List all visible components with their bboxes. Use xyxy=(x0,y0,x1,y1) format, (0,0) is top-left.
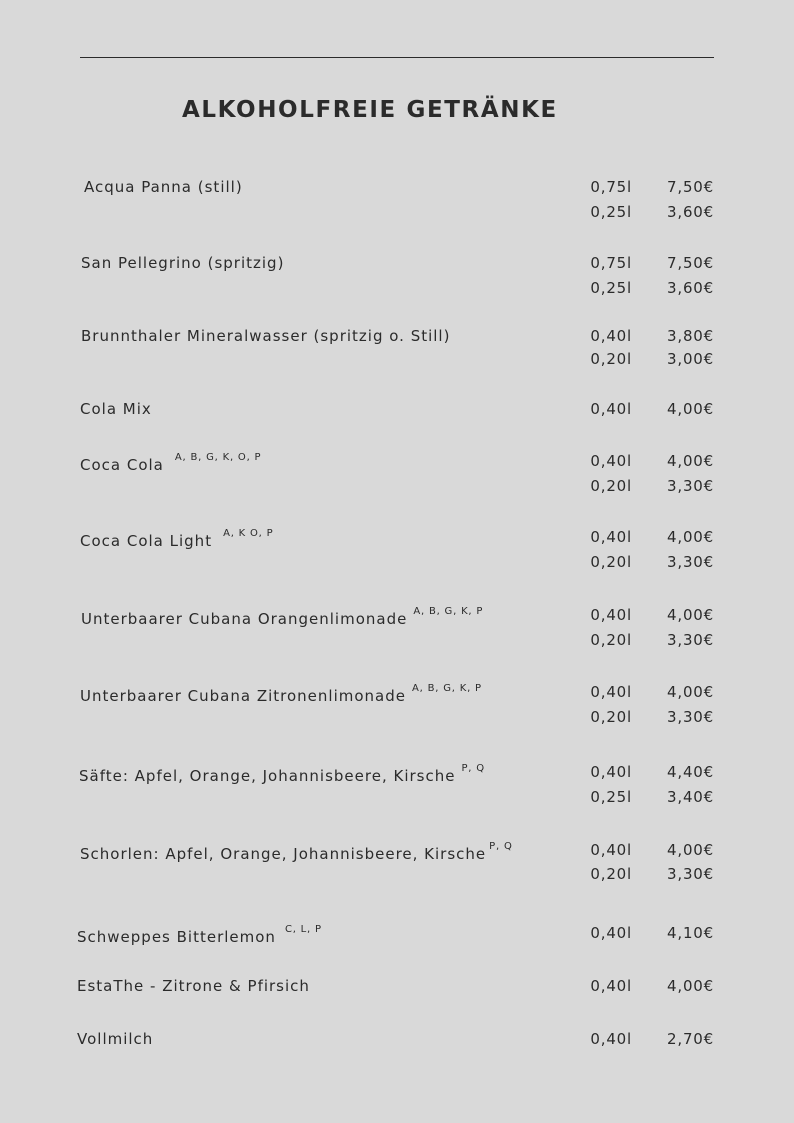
allergen-codes: A, B, G, K, P xyxy=(411,683,482,694)
item-name-text: Schorlen: Apfel, Orange, Johannisbeere, Kirsche xyxy=(80,845,487,863)
item-volume: 0,75l xyxy=(590,178,632,196)
allergen-codes: P, Q xyxy=(461,763,485,774)
item-price: 4,00€ xyxy=(667,606,714,624)
item-volume: 0,20l xyxy=(590,865,632,883)
item-price: 3,30€ xyxy=(667,865,714,883)
item-name xyxy=(81,606,483,628)
item-name: San Pellegrino (spritzig) xyxy=(81,254,285,272)
item-volume: 0,40l xyxy=(590,977,632,995)
item-name xyxy=(80,683,482,705)
item-price: 4,00€ xyxy=(667,977,714,995)
menu-item-cubana-lemon xyxy=(0,683,794,743)
item-volume: 0,40l xyxy=(590,606,632,624)
item-volume: 0,40l xyxy=(590,452,632,470)
menu-item-estathe xyxy=(0,977,794,1037)
item-name xyxy=(80,528,273,550)
menu-item-coca-cola-light xyxy=(0,528,794,588)
item-price: 2,70€ xyxy=(667,1030,714,1048)
item-volume: 0,20l xyxy=(590,708,632,726)
item-name xyxy=(80,841,513,863)
item-price: 4,00€ xyxy=(667,841,714,859)
menu-item-vollmilch xyxy=(0,1030,794,1090)
allergen-codes: P, Q xyxy=(489,841,513,852)
item-name-text: Säfte: Apfel, Orange, Johannisbeere, Kirsche xyxy=(79,767,456,785)
menu-item-schweppes xyxy=(0,924,794,984)
item-name: Vollmilch xyxy=(77,1030,154,1048)
item-price: 4,00€ xyxy=(667,683,714,701)
allergen-codes: A, B, G, K, O, P xyxy=(174,452,262,463)
item-volume: 0,20l xyxy=(590,477,632,495)
item-price: 3,40€ xyxy=(667,788,714,806)
menu-item-saefte xyxy=(0,763,794,823)
item-price: 4,40€ xyxy=(667,763,714,781)
menu-item-san-pellegrino xyxy=(0,254,794,314)
item-price: 4,00€ xyxy=(667,452,714,470)
item-price: 3,80€ xyxy=(667,327,714,345)
allergen-codes: A, K O, P xyxy=(223,528,274,539)
item-price: 3,30€ xyxy=(667,708,714,726)
item-name xyxy=(79,763,485,785)
item-name xyxy=(77,924,322,946)
item-name: Cola Mix xyxy=(80,400,152,418)
item-volume: 0,40l xyxy=(590,924,632,942)
item-volume: 0,40l xyxy=(590,1030,632,1048)
menu-item-coca-cola xyxy=(0,452,794,512)
item-volume: 0,25l xyxy=(590,203,632,221)
item-volume: 0,40l xyxy=(590,841,632,859)
item-price: 4,00€ xyxy=(667,528,714,546)
item-price: 3,60€ xyxy=(667,203,714,221)
item-name-text: Unterbaarer Cubana Orangenlimonade xyxy=(81,610,408,628)
item-volume: 0,75l xyxy=(590,254,632,272)
item-price: 4,10€ xyxy=(667,924,714,942)
item-name: EstaThe - Zitrone & Pfirsich xyxy=(77,977,310,995)
item-name: Acqua Panna (still) xyxy=(84,178,243,196)
item-price: 3,60€ xyxy=(667,279,714,297)
top-divider xyxy=(80,57,714,58)
item-volume: 0,20l xyxy=(590,350,632,368)
menu-item-cola-mix xyxy=(0,400,794,460)
item-name: Brunnthaler Mineralwasser (spritzig o. Still) xyxy=(81,327,451,345)
item-volume: 0,40l xyxy=(590,327,632,345)
item-volume: 0,40l xyxy=(590,683,632,701)
item-volume: 0,40l xyxy=(590,528,632,546)
item-price: 3,30€ xyxy=(667,631,714,649)
item-price: 7,50€ xyxy=(667,178,714,196)
item-price: 3,30€ xyxy=(667,553,714,571)
item-price: 3,30€ xyxy=(667,477,714,495)
item-price: 7,50€ xyxy=(667,254,714,272)
menu-item-acqua-panna xyxy=(0,178,794,238)
item-volume: 0,25l xyxy=(590,788,632,806)
menu-item-schorlen xyxy=(0,841,794,901)
item-name-text: Schweppes Bitterlemon xyxy=(77,928,276,946)
item-volume: 0,20l xyxy=(590,553,632,571)
item-name-text: Coca Cola Light xyxy=(80,532,213,550)
menu-item-cubana-orange xyxy=(0,606,794,666)
item-name-text: Coca Cola xyxy=(80,456,164,474)
item-name-text: Unterbaarer Cubana Zitronenlimonade xyxy=(80,687,406,705)
item-volume: 0,20l xyxy=(590,631,632,649)
page-title: ALKOHOLFREIE GETRÄNKE xyxy=(182,97,558,123)
item-volume: 0,25l xyxy=(590,279,632,297)
item-price: 3,00€ xyxy=(667,350,714,368)
allergen-codes: C, L, P xyxy=(284,924,322,935)
item-volume: 0,40l xyxy=(590,763,632,781)
item-price: 4,00€ xyxy=(667,400,714,418)
item-name xyxy=(80,452,261,474)
item-volume: 0,40l xyxy=(590,400,632,418)
menu-item-brunnthaler xyxy=(0,327,794,387)
allergen-codes: A, B, G, K, P xyxy=(413,606,484,617)
